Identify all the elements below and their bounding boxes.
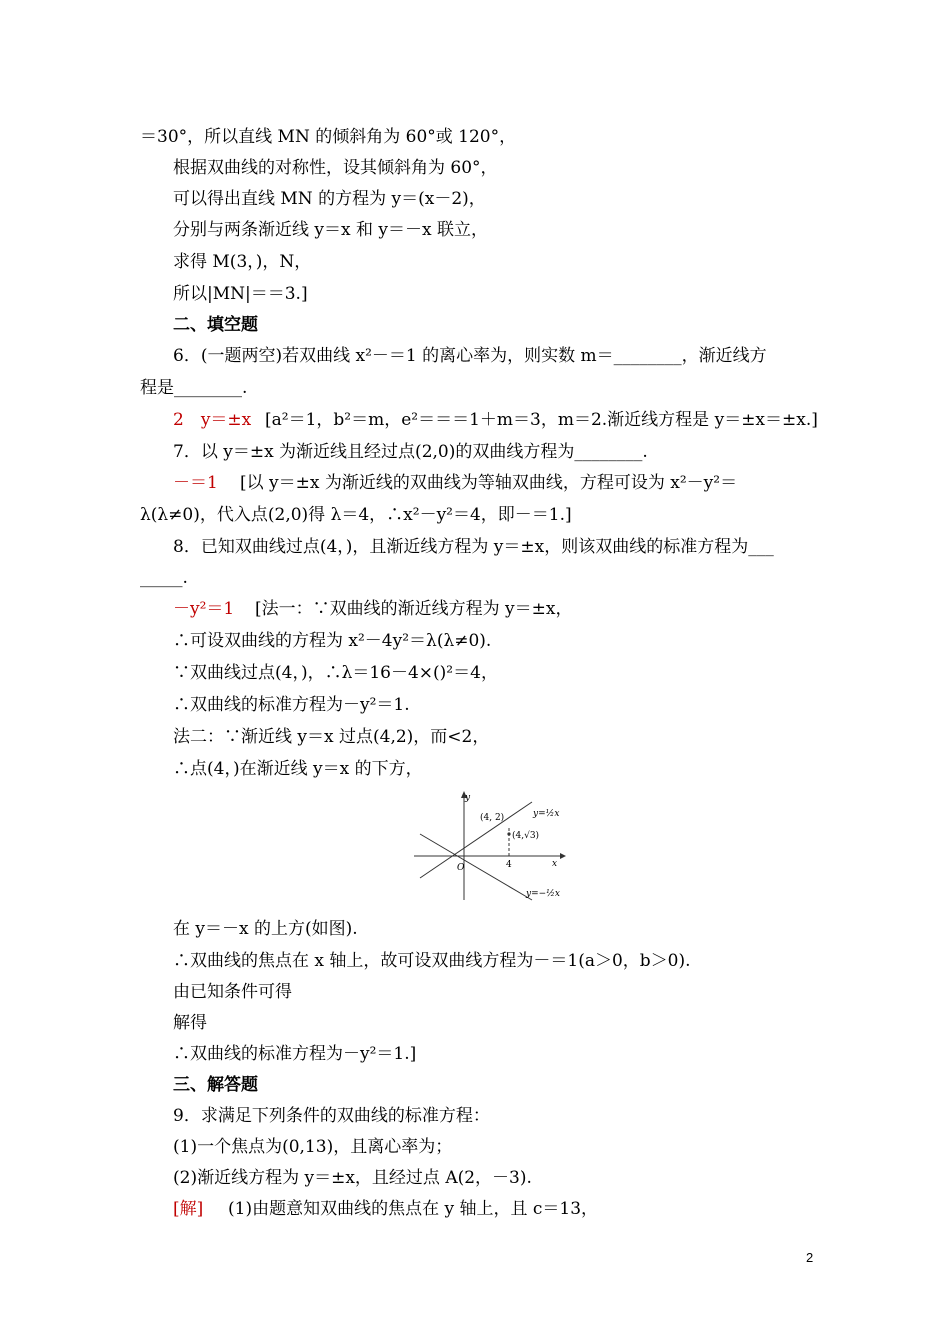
axis-x-label: x <box>552 859 558 869</box>
text-line: 在 y＝－x 的上方(如图). <box>173 919 358 939</box>
text-line: 解得 <box>173 1013 207 1033</box>
text-line: ∴点(4，)在渐近线 y＝x 的下方， <box>173 759 423 779</box>
tick-label: 4 <box>506 860 512 870</box>
axis-y-label: y <box>465 793 471 803</box>
question-9-part-2: (2)渐近线方程为 y＝±x，且经过点 A(2，－3). <box>173 1168 532 1188</box>
question-7: 7．以 y＝±x 为渐近线且经过点(2,0)的双曲线方程为________. <box>173 442 648 462</box>
question-9-part-1: (1)一个焦点为(0,13)，且离心率为； <box>173 1137 453 1157</box>
asymptote-figure <box>412 788 582 906</box>
question-8-cont: _____. <box>140 568 188 588</box>
page-number: 2 <box>806 1250 814 1265</box>
section-heading: 二、填空题 <box>173 315 258 335</box>
text-line: ∴可设双曲线的方程为 x²－4y²＝λ(λ≠0). <box>173 631 492 651</box>
question-9: 9．求满足下列条件的双曲线的标准方程： <box>173 1106 490 1126</box>
upper-asymptote-label: y=½x <box>533 809 560 819</box>
solution-7-cont: λ(λ≠0)，代入点(2,0)得 λ＝4，∴x²－y²＝4，即－＝1.] <box>140 505 572 525</box>
solution-9: (1)由题意知双曲线的焦点在 y 轴上，且 c＝13， <box>228 1199 599 1219</box>
text-line: 法二：∵渐近线 y＝x 过点(4,2)，而<2， <box>173 727 490 747</box>
text-line: 求得 M(3，)，N， <box>173 252 312 272</box>
point-b-label: (4,√3) <box>512 831 540 841</box>
point-a-label: (4, 2) <box>480 813 505 823</box>
text-line: ∴双曲线的标准方程为－y²＝1. <box>173 695 410 715</box>
answer-8: －y²＝1 <box>173 599 235 619</box>
solution-8: [法一：∵双曲线的渐近线方程为 y＝±x， <box>255 599 573 619</box>
text-line: ＝30°，所以直线 MN 的倾斜角为 60°或 120°， <box>140 127 517 147</box>
origin-label: O <box>457 863 465 873</box>
question-6: 6．(一题两空)若双曲线 x²－＝1 的离心率为，则实数 m＝________，渐近线方 <box>173 346 767 366</box>
solution-marker: [解] <box>173 1199 204 1219</box>
text-line: 分别与两条渐近线 y＝x 和 y＝－x 联立， <box>173 220 488 240</box>
text-line: 所以|MN|＝＝3.] <box>173 284 308 304</box>
text-line: ∴双曲线的标准方程为－y²＝1.] <box>173 1044 417 1064</box>
text-line: 由已知条件可得 <box>173 982 292 1002</box>
text-line: 可以得出直线 MN 的方程为 y＝(x－2)， <box>173 189 486 209</box>
solution-6: [a²＝1，b²＝m，e²＝＝＝1＋m＝3，m＝2.渐近线方程是 y＝±x＝±x.] <box>265 410 818 430</box>
section-heading: 三、解答题 <box>173 1075 258 1095</box>
question-6-cont: 程是________. <box>140 378 248 398</box>
solution-7: [以 y＝±x 为渐近线的双曲线为等轴双曲线，方程可设为 x²－y²＝ <box>240 473 738 493</box>
question-8: 8．已知双曲线过点(4，)，且渐近线方程为 y＝±x，则该双曲线的标准方程为___ <box>173 537 774 557</box>
text-line: ∵双曲线过点(4，)，∴λ＝16－4×()²＝4， <box>173 663 498 683</box>
text-line: ∴双曲线的焦点在 x 轴上，故可设双曲线方程为－＝1(a＞0，b＞0). <box>173 951 691 971</box>
text-line: 根据双曲线的对称性，设其倾斜角为 60°， <box>173 158 498 178</box>
answer-7: －＝1 <box>173 473 218 493</box>
answer-6: 2 y＝±x <box>173 410 252 430</box>
lower-asymptote-label: y=−½x <box>526 889 560 899</box>
